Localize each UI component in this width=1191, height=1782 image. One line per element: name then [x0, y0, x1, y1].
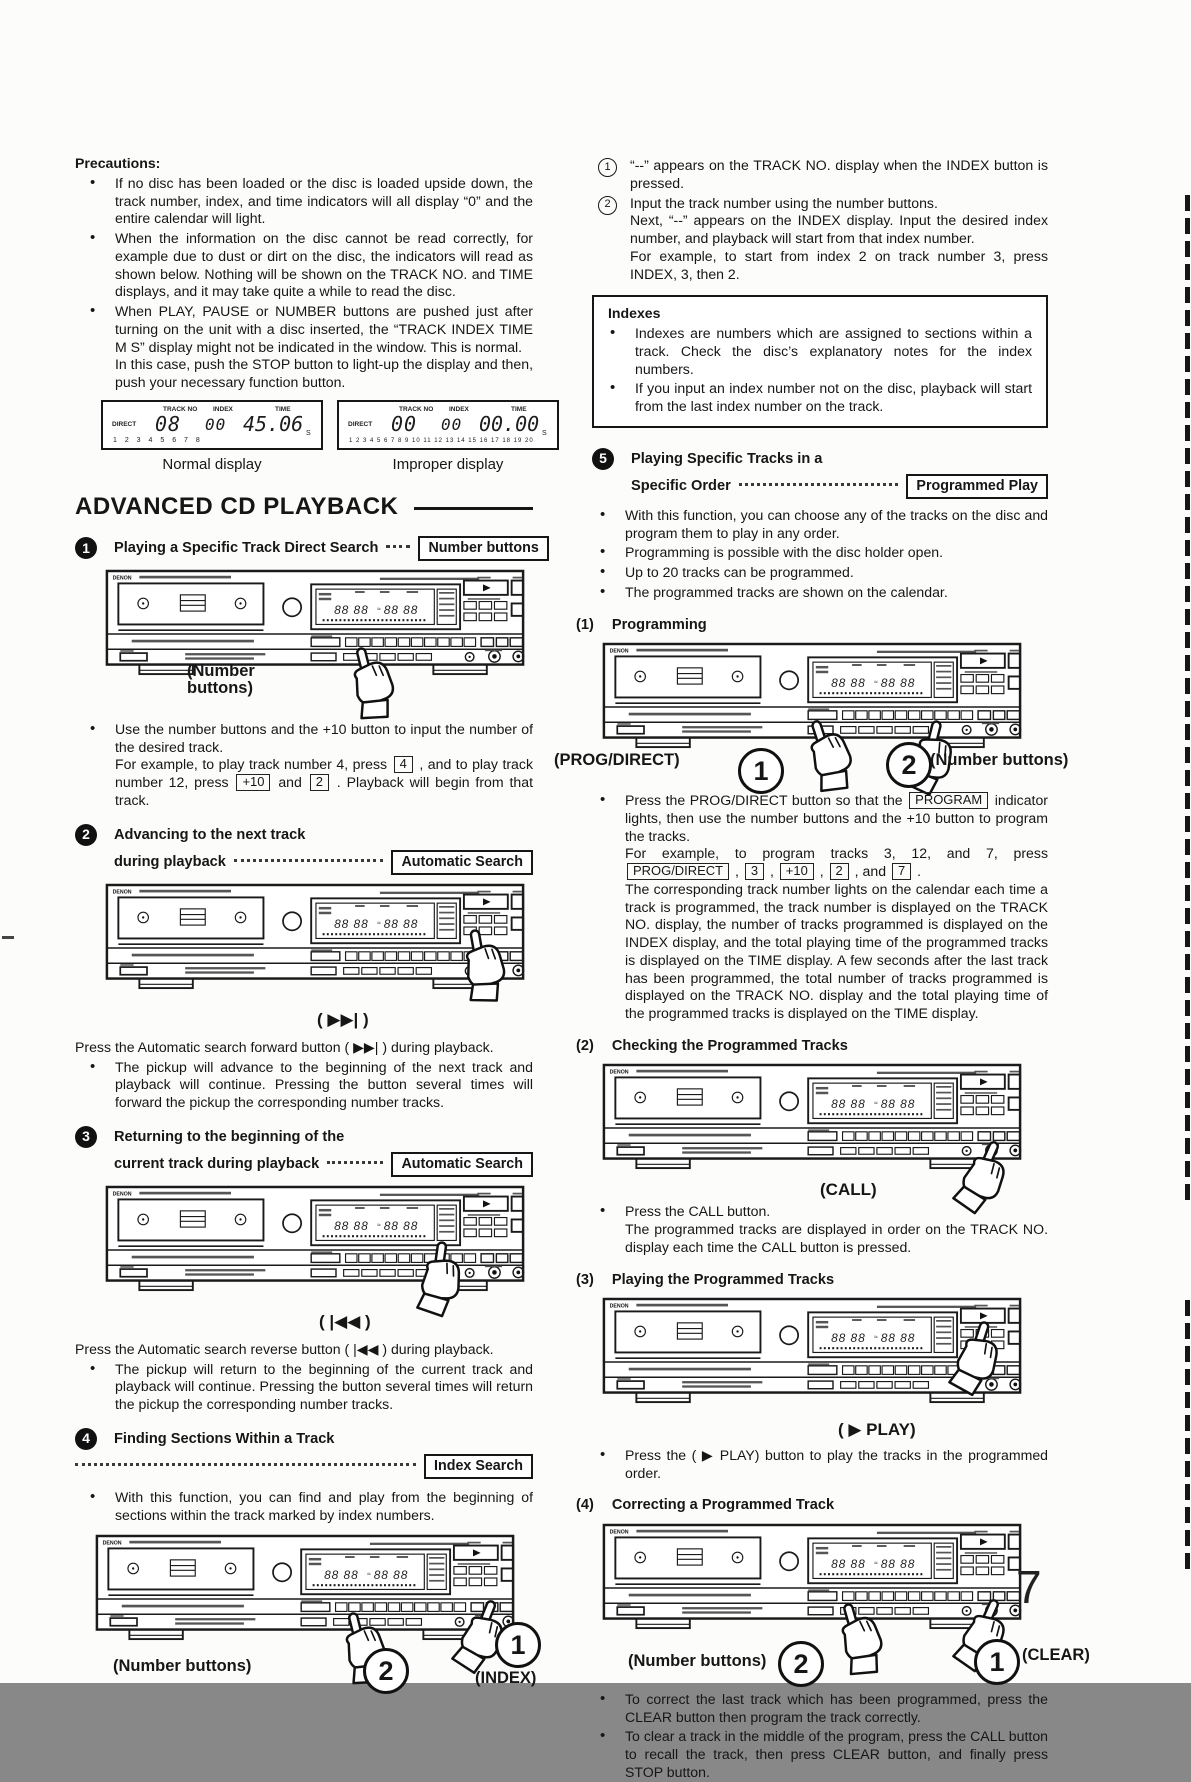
lcd-display	[101, 400, 323, 450]
trackno-label: TRACK NO	[163, 405, 198, 413]
calendar-row: 1 2 3 4 5 6 7 8 9 10 11 12 13 14 15 16 17 18 19 20	[349, 438, 534, 445]
bullet-text: Press the CALL button.	[625, 1203, 771, 1220]
section-title: during playback	[114, 854, 226, 871]
section-4-header-line2	[75, 1454, 533, 1479]
subsection-1-header	[570, 616, 1048, 634]
cd-player-figure-8	[570, 1521, 1090, 1689]
bullet-text: Use the number buttons and the +10 button to input the number of the desired track.	[115, 720, 533, 755]
section-number-badge: 5	[592, 448, 614, 470]
figure-label-number-buttons: (Number buttons)	[930, 750, 1069, 769]
section-4-header	[75, 1428, 533, 1450]
subsection-2-header	[570, 1037, 1048, 1055]
figure-caption: ( |◀◀ )	[319, 1311, 371, 1331]
right-column	[554, 155, 1090, 1782]
cd-player-figure-2	[75, 881, 533, 1039]
direct-label: DIRECT	[348, 420, 373, 428]
time-digits: 45.06	[243, 411, 304, 436]
dot-leader	[327, 1161, 383, 1164]
note-title: Indexes	[608, 305, 661, 322]
cd-player-figure-1	[75, 567, 533, 719]
subsection-label: (1)	[576, 616, 594, 633]
normal-display-figure	[101, 400, 323, 475]
step-text: “--” appears on the TRACK NO. display when the INDEX button is pressed.	[630, 157, 1048, 191]
track-digits: 08	[155, 411, 182, 436]
step-item	[598, 157, 1048, 193]
subsection-title: Programming	[611, 616, 707, 633]
subsection-label: (4)	[576, 1497, 594, 1514]
bullet-text: With this function, you can choose any of the tracks on the disc and program them to play in any order.	[625, 506, 1048, 541]
section-5-body	[598, 507, 1048, 602]
lcd-display	[337, 400, 559, 450]
heading-rule	[414, 507, 533, 510]
bullet-text: The pickup will advance to the beginning of the next track and playback will continue. Pressing the button several times will forward the pickup the corresponding number tracks.	[115, 1058, 533, 1111]
feature-tag: Number buttons	[418, 536, 548, 561]
bullet-text: For example, to play track number 4, press 4 , and to play track number 12, press +10 and 2 . Playback will begin from that track.	[115, 756, 533, 809]
page-number: 7	[1016, 1561, 1042, 1613]
display-examples	[101, 400, 547, 475]
section-title: Advancing to the next track	[114, 826, 306, 843]
dot-leader	[75, 1463, 416, 1466]
figure-label-number-buttons: (Number buttons)	[187, 661, 255, 698]
section-title: current track during playback	[114, 1156, 320, 1173]
subsection-4-header	[570, 1496, 1048, 1514]
scan-artifact	[1185, 1300, 1190, 1570]
step-item	[598, 195, 1048, 284]
section-number-badge: 4	[75, 1428, 97, 1450]
pointing-hand-icon	[405, 1237, 473, 1320]
bullet-text: Press the PROG/DIRECT button so that the PROGRAM indicator lights, then use the number buttons and the +10 button to program the tracks.	[625, 791, 1048, 844]
subsection-2-body	[598, 1203, 1048, 1256]
figure-caption: ( ▶▶| )	[317, 1009, 369, 1029]
bullet-text: The programmed tracks are displayed in order on the TRACK NO. display each time the CALL button is pressed.	[625, 1221, 1048, 1255]
step-text: Input the track number using the number buttons.	[630, 194, 938, 211]
trackno-label: TRACK NO	[399, 405, 434, 413]
section-number-badge: 2	[75, 824, 97, 846]
subsection-label: (2)	[576, 1037, 594, 1054]
step-number-circle: 1	[738, 748, 784, 794]
note-text: Indexes are numbers which are assigned to sections within a track. Check the disc’s explanatory notes for the index numbers.	[635, 325, 1032, 377]
time-digits: 00.00	[479, 411, 540, 436]
main-heading-text: ADVANCED CD PLAYBACK	[75, 492, 399, 520]
scan-artifact	[2, 936, 14, 939]
subsection-title: Playing the Programmed Tracks	[611, 1271, 835, 1288]
indexes-note-box	[592, 295, 1048, 428]
scan-artifact	[1185, 195, 1190, 1205]
step-number-circle: 2	[363, 1648, 409, 1694]
figure-caption: Improper display	[392, 455, 504, 473]
bullet-text: The programmed tracks are shown on the calendar.	[625, 583, 948, 600]
cd-player-figure-4	[75, 1530, 537, 1712]
subsection-title: Checking the Programmed Tracks	[611, 1037, 848, 1054]
section-1-header	[75, 536, 539, 561]
precaution-continuation: In this case, push the STOP button to light-up the display and then, push your necessary function button.	[115, 356, 533, 390]
subsection-1-body	[598, 792, 1048, 1023]
section-title: Finding Sections Within a Track	[114, 1430, 335, 1447]
seconds-unit: S	[542, 429, 547, 437]
numbered-steps	[598, 157, 1048, 283]
feature-tag: Automatic Search	[391, 1152, 533, 1177]
index-digits: 00	[441, 414, 463, 434]
index-digits: 00	[205, 414, 227, 434]
cd-player-figure-5	[554, 640, 1069, 790]
figure-label-prog-direct: (PROG/DIRECT)	[554, 750, 680, 769]
index-label: INDEX	[449, 405, 469, 413]
step-text: For example, to start from index 2 on track number 3, press INDEX, 3, then 2.	[630, 247, 1048, 282]
index-label: INDEX	[213, 405, 233, 413]
section-3-header-line2	[75, 1152, 533, 1177]
precaution-item: • When PLAY, PAUSE or NUMBER buttons are pushed just after turning on the unit with a disc inserted, the “TRACK INDEX TIME M S” display might not be indicated in the window. This is normal.	[88, 303, 533, 356]
section-title: Playing Specific Tracks in a	[631, 450, 823, 467]
step-number-circle: 2	[886, 742, 932, 788]
step-number-circle: 2	[778, 1641, 824, 1687]
section-2-header-line2	[75, 850, 533, 875]
step-number-circle: 1	[974, 1639, 1020, 1685]
figure-label-index: (INDEX)	[475, 1669, 537, 1688]
precaution-item: • If no disc has been loaded or the disc is loaded upside down, the track number, index, and time indicators will all display “0” and the entire calendar will light.	[88, 175, 533, 228]
section-title: Playing a Specific Track Direct Search	[114, 540, 379, 557]
section-title: Specific Order	[631, 478, 731, 495]
precaution-item: • When the information on the disc cannot be read correctly, for example due to dust or dirt on the disc, the indicators will read as shown below. Nothing will be shown on the TRACK NO. and TIME displays, and it may take quite a while to read the disc.	[88, 230, 533, 301]
section-5-header	[570, 448, 1048, 470]
feature-tag: Index Search	[424, 1454, 533, 1479]
figure-label-call: (CALL)	[820, 1180, 877, 1200]
circled-number: 1	[598, 158, 617, 177]
cd-player-illustration	[105, 569, 525, 678]
dot-leader	[386, 545, 410, 548]
step-text: Next, “--” appears on the INDEX display. Input the desired index number, and playback will start from that index number.	[630, 212, 1048, 246]
section-1-body	[88, 721, 533, 810]
bullet-text: The corresponding track number lights on the calendar each time a track is programmed, the track number is displayed on the TRACK NO. display, the number of tracks programmed is displayed on the INDEX display, and the total playing time of the programmed tracks is displayed on the TIME display. A few seconds after the last track has been programmed, the total number of tracks programmed is displayed on the TRACK NO. display and the total playing time of the programmed tracks is displayed on the TIME display.	[625, 880, 1048, 1022]
cd-player-figure-7	[570, 1295, 1048, 1445]
precautions-list	[88, 175, 533, 392]
time-label: TIME	[511, 405, 527, 413]
figure-label-clear: (CLEAR)	[1022, 1645, 1090, 1664]
step-number-circle: 1	[495, 1622, 541, 1668]
left-column	[75, 155, 547, 1712]
subsection-3-header	[570, 1271, 1048, 1289]
bullet-text: For example, to program tracks 3, 12, and 7, press PROG/DIRECT , 3 , +10 , 2 , and 7 .	[625, 845, 1048, 880]
figure-caption-play: ( ▶ PLAY)	[838, 1419, 916, 1439]
dot-leader	[234, 859, 384, 862]
improper-display-figure	[337, 400, 559, 475]
figure-label-number-buttons: (Number buttons)	[113, 1657, 252, 1676]
seconds-unit: S	[306, 429, 311, 437]
note-text: If you input an index number not on the disc, playback will start from the last index number on the track.	[635, 380, 1032, 414]
cd-player-figure-3	[75, 1183, 533, 1341]
bullet-text: The pickup will return to the beginning of the current track and playback will continue. Pressing the button several times will return the pickup the corresponding number tracks.	[115, 1360, 533, 1413]
track-digits: 00	[391, 411, 418, 436]
subsection-4-body	[598, 1691, 1048, 1782]
figure-label-number-buttons: (Number buttons)	[628, 1651, 767, 1670]
bullet-text: To correct the last track which has been programmed, press the CLEAR button then program the track correctly.	[625, 1690, 1048, 1725]
dot-leader	[739, 483, 899, 486]
lead-text: Press the Automatic search reverse button ( |◀◀ ) during playback.	[75, 1340, 494, 1357]
bullet-text: Programming is possible with the disc holder open.	[625, 544, 944, 561]
calendar-row: 1 2 3 4 5 6 7 8	[113, 436, 203, 444]
section-title: Returning to the beginning of the	[114, 1128, 345, 1145]
main-heading	[75, 492, 533, 522]
bullet-text: Up to 20 tracks can be programmed.	[625, 564, 854, 580]
feature-tag: Programmed Play	[906, 474, 1048, 499]
direct-label: DIRECT	[112, 420, 137, 428]
feature-tag: Automatic Search	[391, 850, 533, 875]
time-label: TIME	[275, 405, 291, 413]
section-2-header	[75, 824, 533, 846]
subsection-title: Correcting a Programmed Track	[611, 1497, 835, 1514]
cd-player-figure-6	[570, 1061, 1048, 1201]
bullet-text: With this function, you can find and play from the beginning of sections within the track marked by index numbers.	[115, 1488, 533, 1523]
circled-number: 2	[598, 196, 617, 215]
bullet-text: Press the ( ▶ PLAY) button to play the tracks in the programmed order.	[625, 1446, 1048, 1481]
precautions-title: Precautions:	[75, 155, 161, 171]
figure-caption: Normal display	[162, 455, 262, 473]
lead-text: Press the Automatic search forward button ( ▶▶| ) during playback.	[75, 1038, 494, 1055]
section-3-header	[75, 1126, 533, 1148]
bullet-text: To clear a track in the middle of the program, press the CALL button to recall the track, then press CLEAR button, and finally press STOP button.	[625, 1728, 1048, 1780]
subsection-label: (3)	[576, 1271, 594, 1288]
section-number-badge: 1	[75, 537, 97, 559]
section-number-badge: 3	[75, 1126, 97, 1148]
section-5-header-line2	[570, 474, 1048, 499]
subsection-3-body	[598, 1447, 1048, 1483]
